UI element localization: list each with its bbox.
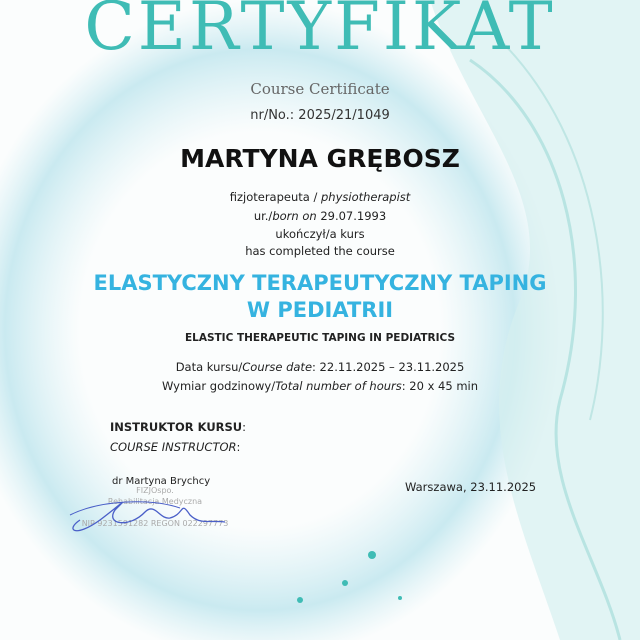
- completed-en: has completed the course: [245, 244, 395, 258]
- instructor-label-en-text: COURSE INSTRUCTOR: [110, 440, 237, 454]
- born-en: born on: [272, 209, 321, 223]
- profession-pl: fizjoterapeuta /: [229, 190, 321, 204]
- certificate-number: nr/No.: 2025/21/1049: [250, 108, 390, 123]
- colon: :: [242, 420, 247, 434]
- hours-label-pl: Wymiar godzinowy/: [161, 379, 276, 393]
- stamp-line: FIZJOspo.: [136, 486, 174, 495]
- colon: :: [236, 440, 241, 454]
- stamp-line: Rehabilitacja Medyczna: [107, 497, 203, 506]
- course-title-en: ELASTIC THERAPEUTIC TAPING IN PEDIATRICS: [184, 332, 456, 344]
- course-date: [0, 360, 640, 374]
- signature: [60, 490, 240, 540]
- stamp-line: NIP 9231591282 REGON 022297773: [81, 519, 229, 528]
- completed-pl: ukończył/a kurs: [275, 227, 365, 241]
- profession: [0, 190, 640, 204]
- date-value: : 22.11.2025 – 23.11.2025: [312, 360, 465, 374]
- hours-label-en: Total number of hours: [275, 379, 402, 393]
- certificate-subtitle: Course Certificate: [250, 80, 390, 98]
- instructor-label-en: [110, 440, 240, 454]
- born-date-value: 29.07.1993: [320, 209, 387, 223]
- instructor-label-pl: [110, 420, 246, 434]
- date-label-en: Course date: [242, 360, 313, 374]
- born-pl: ur./: [253, 209, 273, 223]
- date-label-pl: Data kursu/: [175, 360, 243, 374]
- place-date: Warszawa, 23.11.2025: [405, 480, 537, 494]
- profession-en: physiotherapist: [321, 190, 411, 204]
- certificate-title: CERTYFIKAT: [84, 0, 556, 65]
- hours-value: : 20 x 45 min: [401, 379, 479, 393]
- birth-date: [0, 209, 640, 223]
- instructor-label-pl-text: INSTRUKTOR KURSU: [110, 420, 243, 434]
- recipient-name: MARTYNA GRĘBOSZ: [180, 144, 460, 173]
- course-title: ELASTYCZNY TERAPEUTYCZNY TAPING W PEDIATRII: [93, 271, 547, 322]
- course-hours: [0, 379, 640, 393]
- instructor-name: dr Martyna Brychcy: [112, 476, 211, 487]
